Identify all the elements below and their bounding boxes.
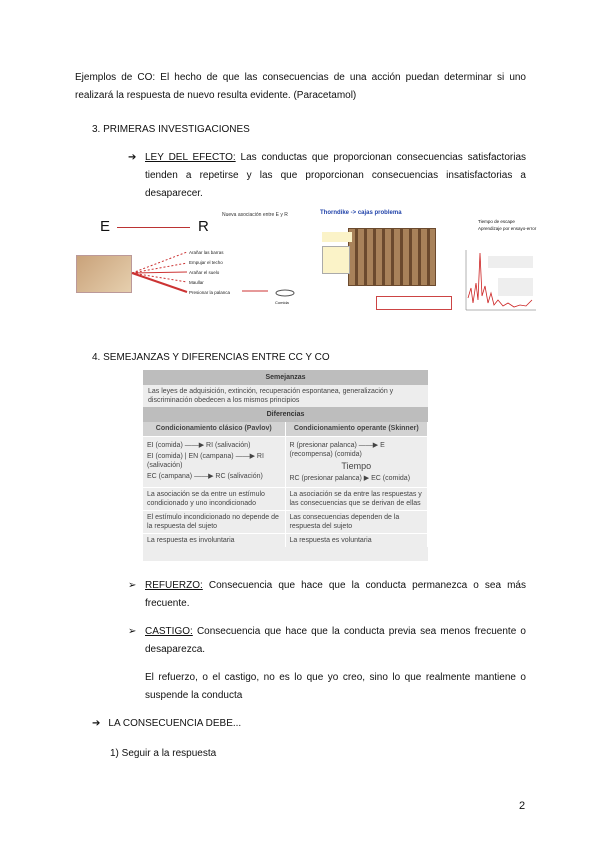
result-label: Comida	[275, 300, 289, 305]
table-cell: La asociación se da entre las respuestas y las consecuencias que se derivan de ellas	[286, 488, 429, 510]
consecuencia-heading	[92, 715, 241, 733]
refuerzo-paragraph	[128, 577, 526, 613]
page-number: 2	[519, 800, 526, 812]
response-item: Arañar las barras	[189, 250, 224, 255]
arrow-bullet-icon: ➔	[128, 152, 137, 163]
table-cell: El estímulo incondicionado no depende de la respuesta del sujeto	[143, 511, 286, 533]
figure-bullet: Tiempo de escape	[478, 219, 515, 224]
response-item: Empujar el techo	[189, 260, 223, 265]
refuerzo-term: REFUERZO:	[145, 580, 203, 591]
response-item: Maullar	[189, 280, 204, 285]
table-cell: La asociación se da entre un estímulo condicionado y uno incondicionado	[143, 488, 286, 510]
castigo-term: CASTIGO:	[145, 626, 193, 637]
consecuencia-text: LA CONSECUENCIA DEBE...	[108, 718, 242, 729]
diferencias-header: Diferencias	[143, 407, 428, 422]
ley-efecto-line3: desaparecer.	[145, 188, 203, 199]
intro-line1: Ejemplos de CO: El hecho de que las consecuencias de una acción puedan determinar si uno	[75, 72, 526, 83]
cc-step: EC (campana) ——▶ RC (salivación)	[147, 473, 263, 480]
e-label: E	[100, 218, 111, 235]
er-note: Nueva asociación entre E y R	[222, 212, 288, 218]
ley-efecto-text	[128, 149, 526, 203]
comparison-table	[143, 370, 428, 561]
col-clasico-header: Condicionamiento clásico (Pavlov)	[143, 422, 286, 436]
intro-line2: realizará la respuesta de nuevo resulta evidente. (Paracetamol)	[75, 90, 357, 101]
caption-box	[376, 296, 452, 310]
section-3-heading: 3. PRIMERAS INVESTIGACIONES	[92, 124, 250, 135]
ley-efecto-line1: Las conductas que proporcionan consecuencias satisfactorias	[235, 152, 526, 163]
figure-bullet: Aprendizaje por ensayo-error	[478, 226, 537, 231]
co-step: R (presionar palanca) ——▶ E (recompensa) (comida)	[289, 442, 385, 458]
col-operante-header: Condicionamiento operante (Skinner)	[286, 422, 429, 436]
thorndike-puzzle-box-figure	[318, 208, 538, 318]
response-item: Arañar el suelo	[189, 270, 220, 275]
item-1: 1) Seguir a la respuesta	[110, 748, 217, 759]
refuerzo-line1: Consecuencia que hace que la conducta permanezca o sea más	[202, 580, 526, 591]
thorndike-er-diagram	[72, 210, 312, 320]
section-4-heading: 4. SEMEJANZAS Y DIFERENCIAS ENTRE CC Y CO	[92, 352, 330, 363]
note-paragraph	[145, 669, 526, 705]
note-line1: El refuerzo, o el castigo, no es lo que yo creo, sino lo que realmente mantiene o	[145, 672, 526, 683]
semejanzas-header: Semejanzas	[143, 370, 428, 385]
castigo-line1: Consecuencia que hace que la conducta previa sea menos frecuente o	[192, 626, 526, 637]
semejanzas-text: Las leyes de adquisición, extinción, recuperación espontanea, generalización y discriminación obedecen a los mismos principios	[148, 388, 394, 404]
arrow-bullet-icon: ➔	[92, 718, 101, 729]
castigo-line2: desaparezca.	[145, 644, 206, 655]
caption-box	[322, 246, 350, 274]
ley-efecto-line2: tienden a repetirse y las que proporcionan consecuencias insatisfactorias a	[145, 170, 526, 181]
cc-step: EI (comida) | EN (campana) ——▶ RI (salivación)	[147, 453, 264, 469]
co-step: RC (presionar palanca) ▶ EC (comida)	[289, 475, 411, 482]
ley-efecto-term: LEY DEL EFECTO:	[145, 152, 236, 163]
note-line2: suspende la conducta	[145, 690, 243, 701]
ley-efecto-paragraph	[128, 149, 526, 203]
r-label: R	[198, 218, 209, 235]
puzzle-box-image	[348, 228, 436, 286]
castigo-text	[128, 623, 526, 659]
table-cell: Las consecuencias dependen de la respuesta del sujeto	[286, 511, 429, 533]
response-item: Presionar la palanca	[189, 290, 231, 295]
co-tiempo: Tiempo	[341, 461, 372, 471]
intro-paragraph	[75, 69, 526, 105]
figure-title: Thorndike -> cajas problema	[320, 210, 402, 216]
table-cell: La respuesta es involuntaria	[143, 534, 286, 547]
escape-time-chart	[458, 248, 538, 316]
table-cell: La respuesta es voluntaria	[286, 534, 429, 547]
cc-step: EI (comida) ——▶ RI (salivación)	[147, 442, 251, 449]
arrowhead-bullet-icon: ➢	[128, 626, 137, 637]
arrowhead-bullet-icon: ➢	[128, 580, 137, 591]
caption-box	[322, 232, 352, 242]
refuerzo-text	[128, 577, 526, 613]
castigo-paragraph	[128, 623, 526, 659]
refuerzo-line2: frecuente.	[145, 598, 190, 609]
